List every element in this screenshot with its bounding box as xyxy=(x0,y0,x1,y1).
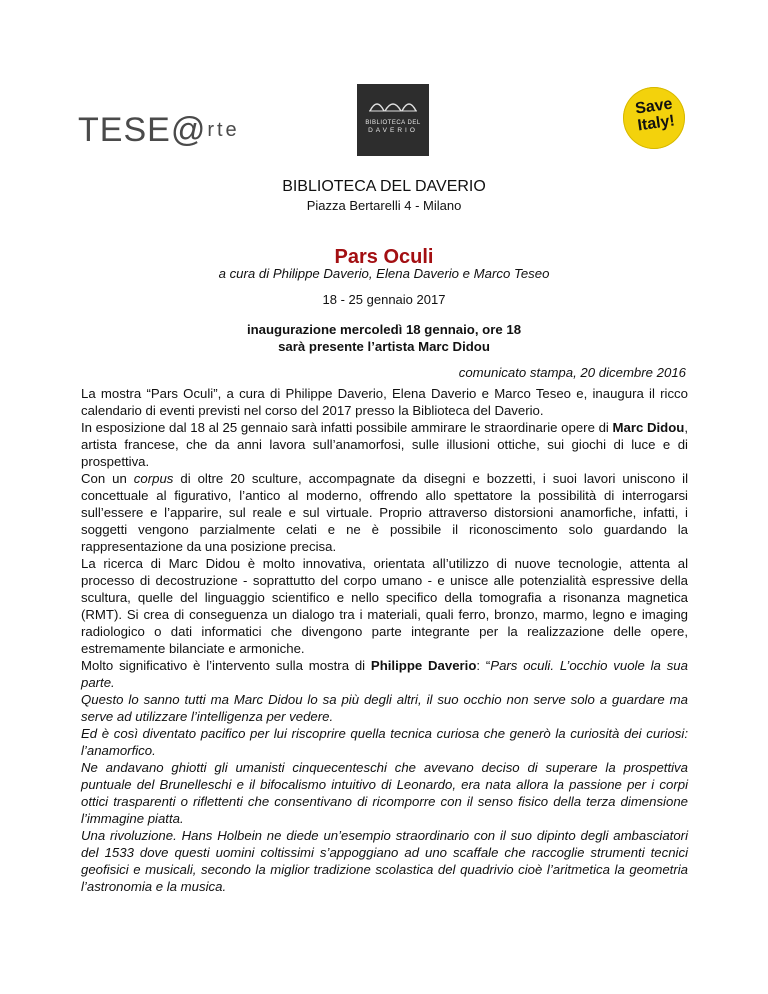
body-p2-text-a: In esposizione dal 18 al 25 gennaio sarà infatti possibile ammirare le straordinarie opere di xyxy=(81,420,613,435)
artist-presence-line: sarà presente l’artista Marc Didou xyxy=(278,339,490,354)
body-paragraph-7: Ed è così diventato pacifico per lui riscoprire quella tecnica curiosa che generò la curiosità dei curiosi: l’anamorfico. xyxy=(81,726,688,758)
body-paragraph-3 xyxy=(81,470,688,555)
venue-address: Piazza Bertarelli 4 - Milano xyxy=(306,198,462,213)
tesearte-logo-main: TESE xyxy=(78,110,171,149)
body-p5-text-a: Molto significativo è l’intervento sulla mostra di xyxy=(81,658,371,673)
body-paragraph-1: La mostra “Pars Oculi”, a cura di Philippe Daverio, Elena Daverio e Marco Teseo e, inaugura il ricco calendario di eventi previsti nel corso del 2017 presso la Biblioteca del Daverio. xyxy=(81,386,688,418)
press-release-date: comunicato stampa, 20 dicembre 2016 xyxy=(458,365,686,380)
body-p5-text-c: : “ xyxy=(476,658,491,673)
curator-name: Philippe Daverio xyxy=(370,658,477,673)
save-italy-line2: Italy! xyxy=(636,112,676,135)
arches-icon xyxy=(368,96,418,112)
exhibition-title: Pars Oculi xyxy=(334,246,434,268)
save-italy-line1: Save xyxy=(634,95,674,118)
body-paragraph-2 xyxy=(81,419,688,470)
tesearte-logo xyxy=(78,108,240,152)
venue-name: BIBLIOTECA DEL DAVERIO xyxy=(282,178,486,195)
body-paragraph-5 xyxy=(81,657,688,691)
tesearte-logo-at: @ xyxy=(170,110,207,149)
biblio-logo-line2: DAVERIO xyxy=(368,127,418,134)
biblioteca-del-daverio-logo xyxy=(357,84,429,156)
tesearte-logo-rest: rte xyxy=(207,118,240,141)
quote-start: Pars oculi. L’occhio vuole la sua parte. xyxy=(81,658,688,690)
save-italy-logo xyxy=(623,87,685,149)
artist-name: Marc Didou xyxy=(612,420,685,435)
exhibition-curators: a cura di Philippe Daverio, Elena Daverio e Marco Teseo xyxy=(218,266,550,281)
body-paragraph-9: Una rivoluzione. Hans Holbein ne diede un’esempio straordinario con il suo dipinto degli ambasciatori del 1533 dove questi uomini coltissimi s’appoggiano ad uno scaffale che raccoglie strumenti tecnici geofisici e musicali, secondo la miglior tradizione scolastica del quadrivio cioè l’aritmetica la geometria l’astronomia e la musica. xyxy=(81,828,688,894)
body-p3-text-a: Con un xyxy=(81,471,134,486)
body-paragraph-4: La ricerca di Marc Didou è molto innovativa, orientata all’utilizzo di nuove tecnologie, attenta al processo di decostruzione - soprattutto del corpo umano - e unisce alle potenzialità espressive della scultura, quelle del linguaggio scientifico e nello specifico della tomografia a risonanza magnetica (RMT). Si crea di conseguenza un dialogo tra i materiali, quali ferro, bronzo, marmo, legno e imaging radiologico o dati informatici che divengono parte integrante per la realizzazione delle opere, estremamente bilanciate e armoniche. xyxy=(81,556,688,656)
body-paragraph-8: Ne andavano ghiotti gli umanisti cinquecenteschi che avevano deciso di superare la prospettiva puntuale del Brunelleschi e il bifocalismo intuitivo di Leonardo, era nata allora la passione per i corpi ottici trasparenti o riflettenti che consentivano di ricomporre con il senso fisico della terza dimensione l’immagine piatta. xyxy=(81,760,688,826)
save-italy-text xyxy=(627,95,683,136)
body-p2-text-c: , artista francese, che da anni lavora sull’anamorfosi, sulle illusioni ottiche, sui giochi di luce e di prospettiva. xyxy=(81,420,688,469)
body-paragraph-6: Questo lo sanno tutti ma Marc Didou lo sa più degli altri, il suo occhio non serve solo a guardare ma serve ad utilizzare l’intelligenza per vedere. xyxy=(81,692,688,724)
body-p3-text-c: di oltre 20 sculture, accompagnate da disegni e bozzetti, i suoi lavori uniscono il concettuale al figurativo, l’antico al moderno, offrendo allo spettatore la possibilità di interrogarsi sull’essere e l’apparire, sul reale e sul virtuale. Proprio attraverso distorsioni anamorfiche, infatti, i soggetti vengono parzialmente celati e ne è possibile il riconoscimento solo guardando la rappresentazione da una posizione precisa. xyxy=(81,471,688,554)
corpus-word: corpus xyxy=(133,471,174,486)
biblio-logo-line1: BIBLIOTECA DEL xyxy=(365,120,421,126)
exhibition-dates: 18 - 25 gennaio 2017 xyxy=(322,292,446,307)
press-release-body xyxy=(81,385,688,895)
inauguration-line: inaugurazione mercoledì 18 gennaio, ore 18 xyxy=(246,322,522,337)
